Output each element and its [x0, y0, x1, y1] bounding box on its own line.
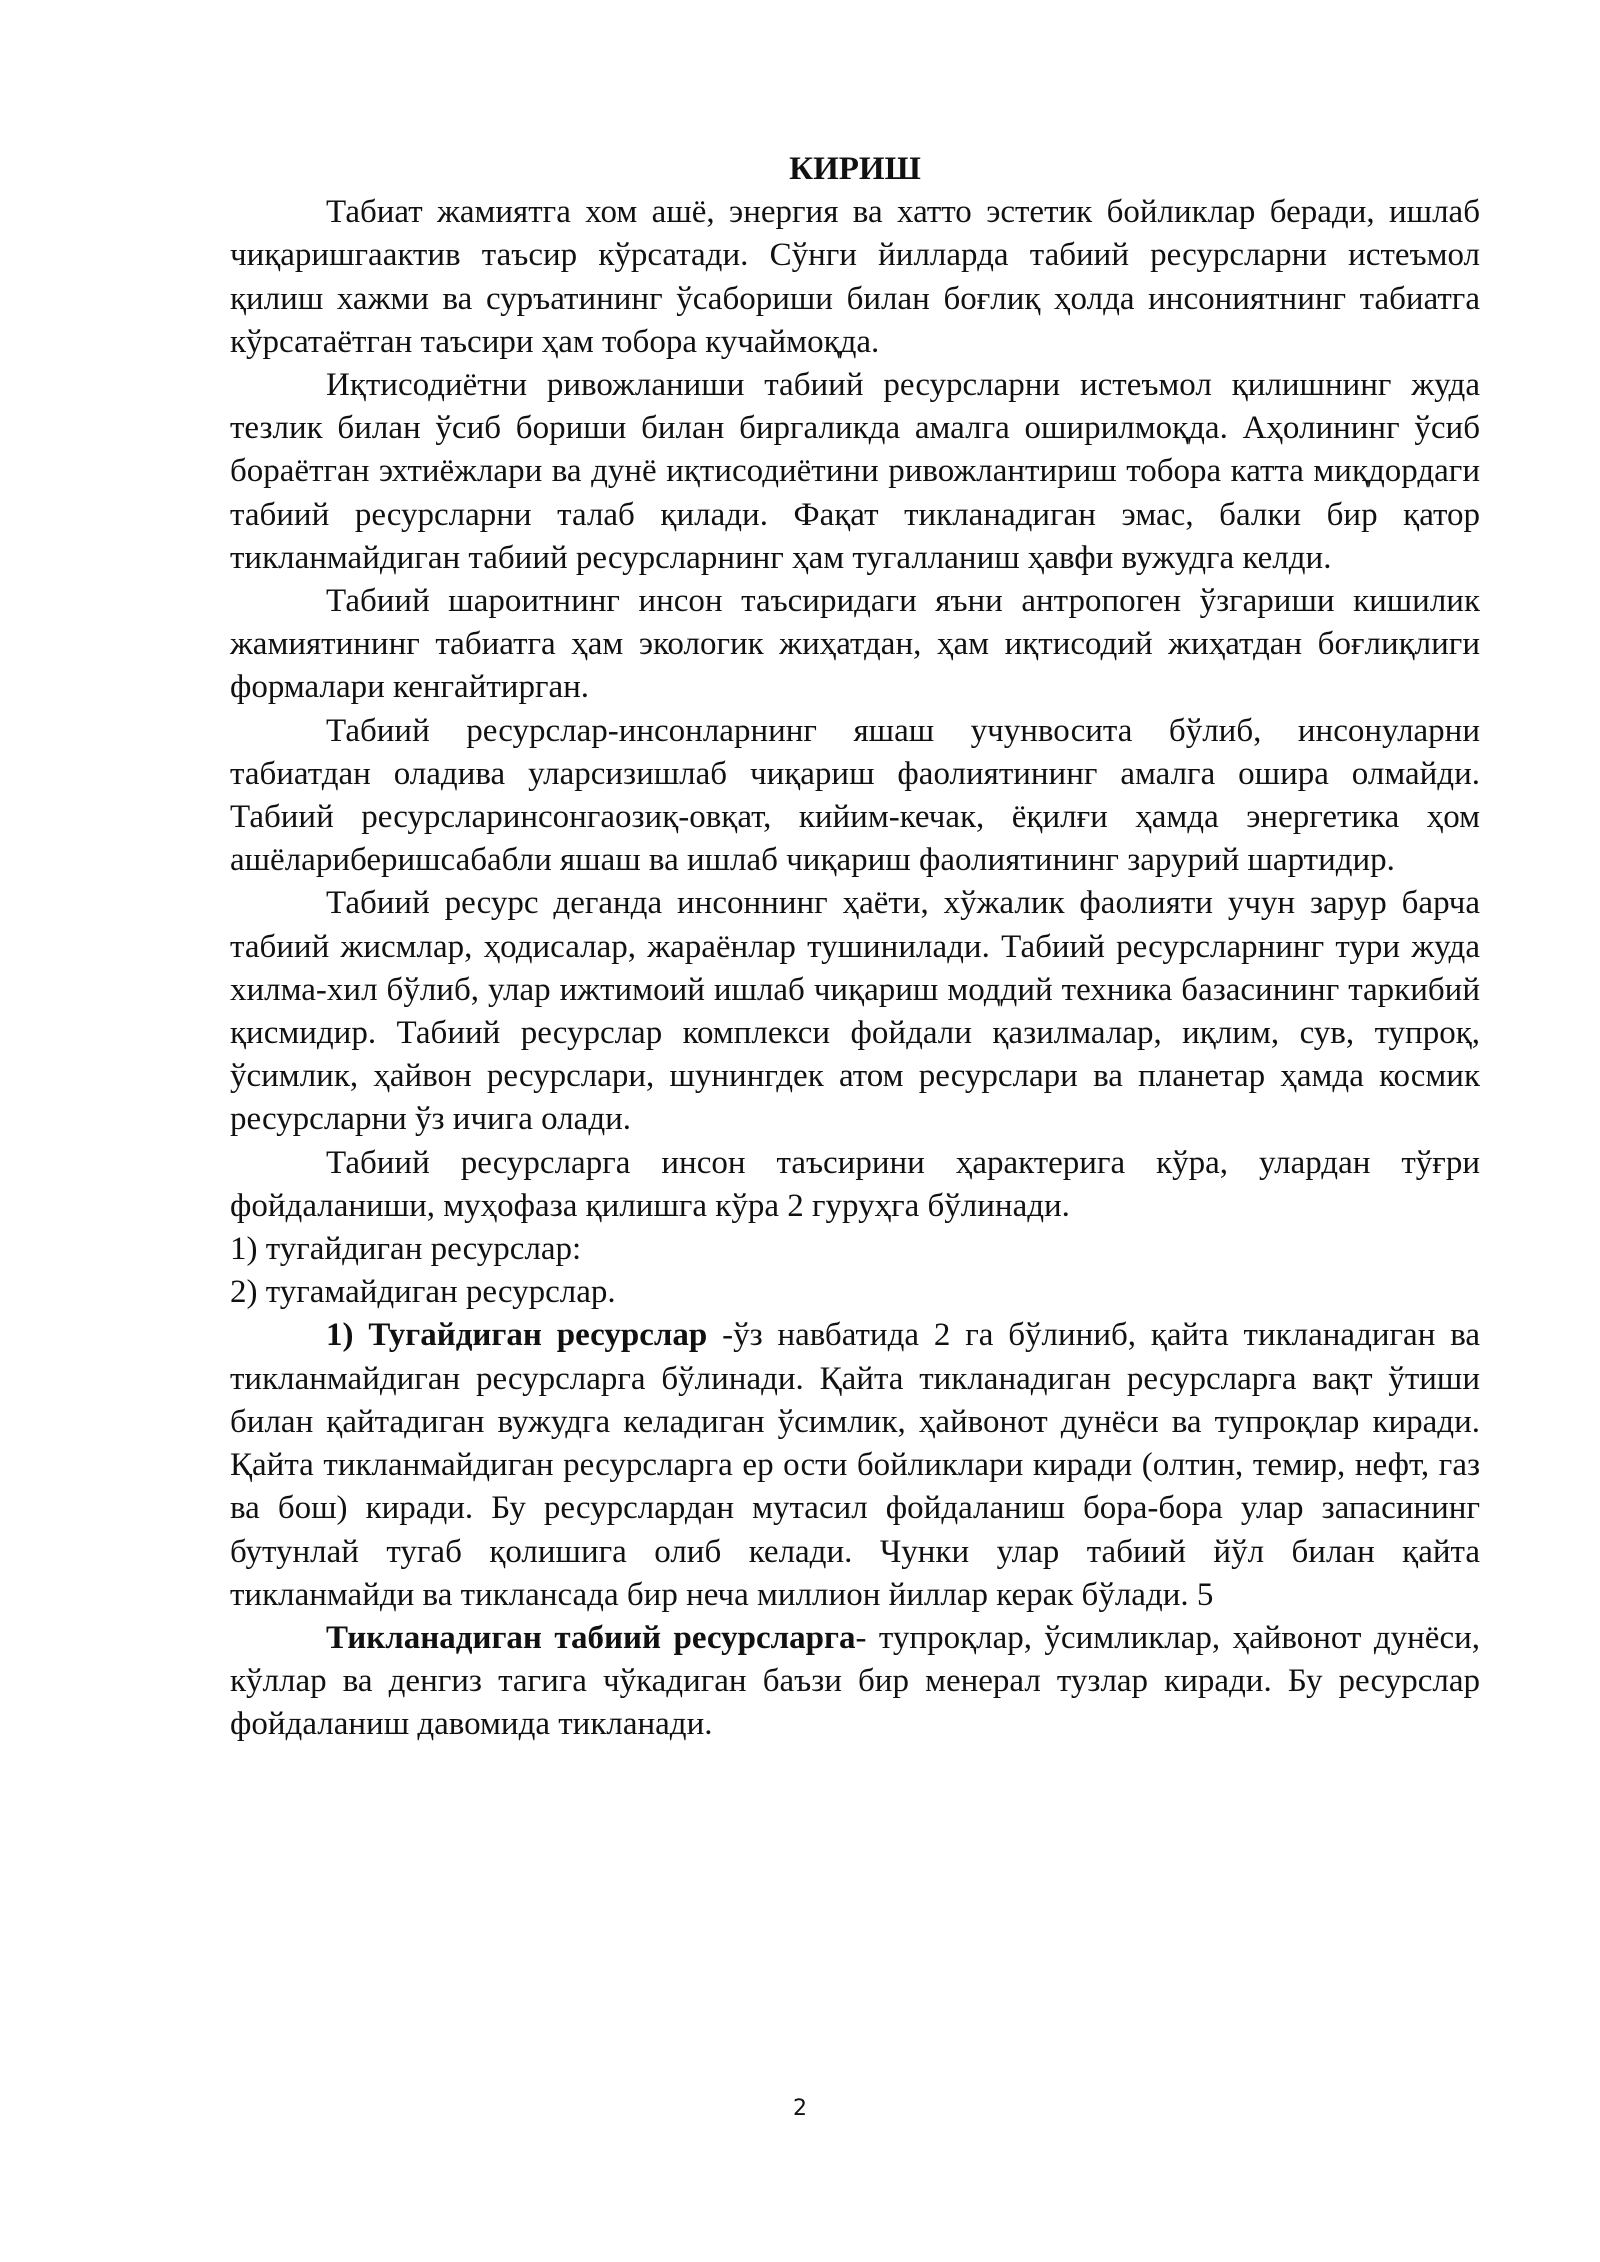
paragraph: Табиий ресурслар-инсонларнинг яшаш учунвосита бўлиб, инсонуларни табиатдан оладива уларсизишлаб чиқариш фаолиятининг амалга ошира олмайди. Табиий ресурсларинсонгаозиқ-овқат, кийим-кечак, ёқилғи ҳамда энергетика ҳом ашёлариберишсабабли яшаш ва ишлаб чиқариш фаолиятининг зарурий шартидир. [230, 712, 1480, 879]
paragraph-exhaustible-resources [230, 1314, 1480, 1616]
list-item: 1) тугайдиган ресурслар: [230, 1231, 582, 1268]
bold-term: Тикланадиган табиий ресурсларга [326, 1619, 856, 1656]
paragraph: Табиий ресурс деганда инсоннинг ҳаёти, хўжалик фаолияти учун зарур барча табиий жисмлар, ҳодисалар, жараёнлар тушинилади. Табиий ресурсларнинг тури жуда хилма-хил бўлиб, улар ижтимоий ишлаб чиқариш моддий техника базасининг таркибий қисмидир. Табиий ресурслар комплекси фойдали қазилмалар, иқлим, сув, тупроқ, ўсимлик, ҳайвон ресурслари, шунингдек атом ресурслари ва планетар ҳамда космик ресурсларни ўз ичига олади. [230, 885, 1480, 1138]
paragraph: Табиий ресурсларга инсон таъсирини ҳарактерига кўра, улардан тўғри фойдаланиши, муҳофаза қилишга кўра 2 гуруҳга бўлинади. [230, 1144, 1480, 1224]
document-page [230, 148, 1480, 1747]
paragraph: Табиат жамиятга хом ашё, энергия ва хатто эстетик бойликлар беради, ишлаб чиқаришгаактив таъсир кўрсатади. Сўнги йилларда табиий ресурсларни истеъмол қилиш хажми ва суръатининг ўсабориши билан боғлиқ ҳолда инсониятнинг табиатга кўрсатаётган таъсири ҳам тобора кучаймоқда. [230, 194, 1480, 360]
list-item: 2) тугамайдиган ресурслар. [230, 1274, 616, 1311]
paragraph: Табиий шароитнинг инсон таъсиридаги яъни антропоген ўзгариши кишилик жамиятининг табиатга ҳам экологик жиҳатдан, ҳам иқтисодий жиҳатдан боғлиқлиги формалари кенгайтирган. [230, 583, 1480, 706]
paragraph-renewable-resources [230, 1617, 1480, 1747]
paragraph-text: - тупроқлар, ўсимликлар, ҳайвонот дунёси, кўллар ва денгиз тагига чўкадиган баъзи бир менерал тузлар киради. Бу ресурслар фойдаланиш давомида тикланади. [230, 1619, 1480, 1743]
paragraph-text: -ўз навбатида 2 га бўлиниб, қайта тикланадиган ва тикланмайдиган ресурсларга бўлинади. Қайта тикланадиган ресурсларга вақт ўтиши билан қайтадиган вужудга келадиган ўсимлик, ҳайвонот дунёси ва тупроқлар киради. Қайта тикланмайдиган ресурсларга ер ости бойликлари киради (олтин, темир, нефт, газ ва бош) киради. Бу ресурслардан мутасил фойдаланиш бора-бора улар запасининг бутунлай тугаб қолишига олиб келади. Чунки улар табиий йўл билан қайта тикланмайди ва тиклансада бир неча миллион йиллар керак бўлади. 5 [230, 1317, 1480, 1613]
page-number: 2 [793, 2096, 807, 2121]
paragraph: Иқтисодиётни ривожланиши табиий ресурсларни истеъмол қилишнинг жуда тезлик билан ўсиб бориши билан биргаликда амалга оширилмоқда. Аҳолининг ўсиб бораётган эхтиёжлари ва дунё иқтисодиётини ривожлантириш тобора катта миқдордаги табиий ресурсларни талаб қилади. Фақат тикланадиган эмас, балки бир қатор тикланмайдиган табиий ресурсларнинг ҳам тугалланиш ҳавфи вужудга келди. [230, 367, 1480, 576]
bold-term: 1) Тугайдиган ресурслар [326, 1317, 708, 1354]
page-title: КИРИШ [789, 151, 921, 187]
